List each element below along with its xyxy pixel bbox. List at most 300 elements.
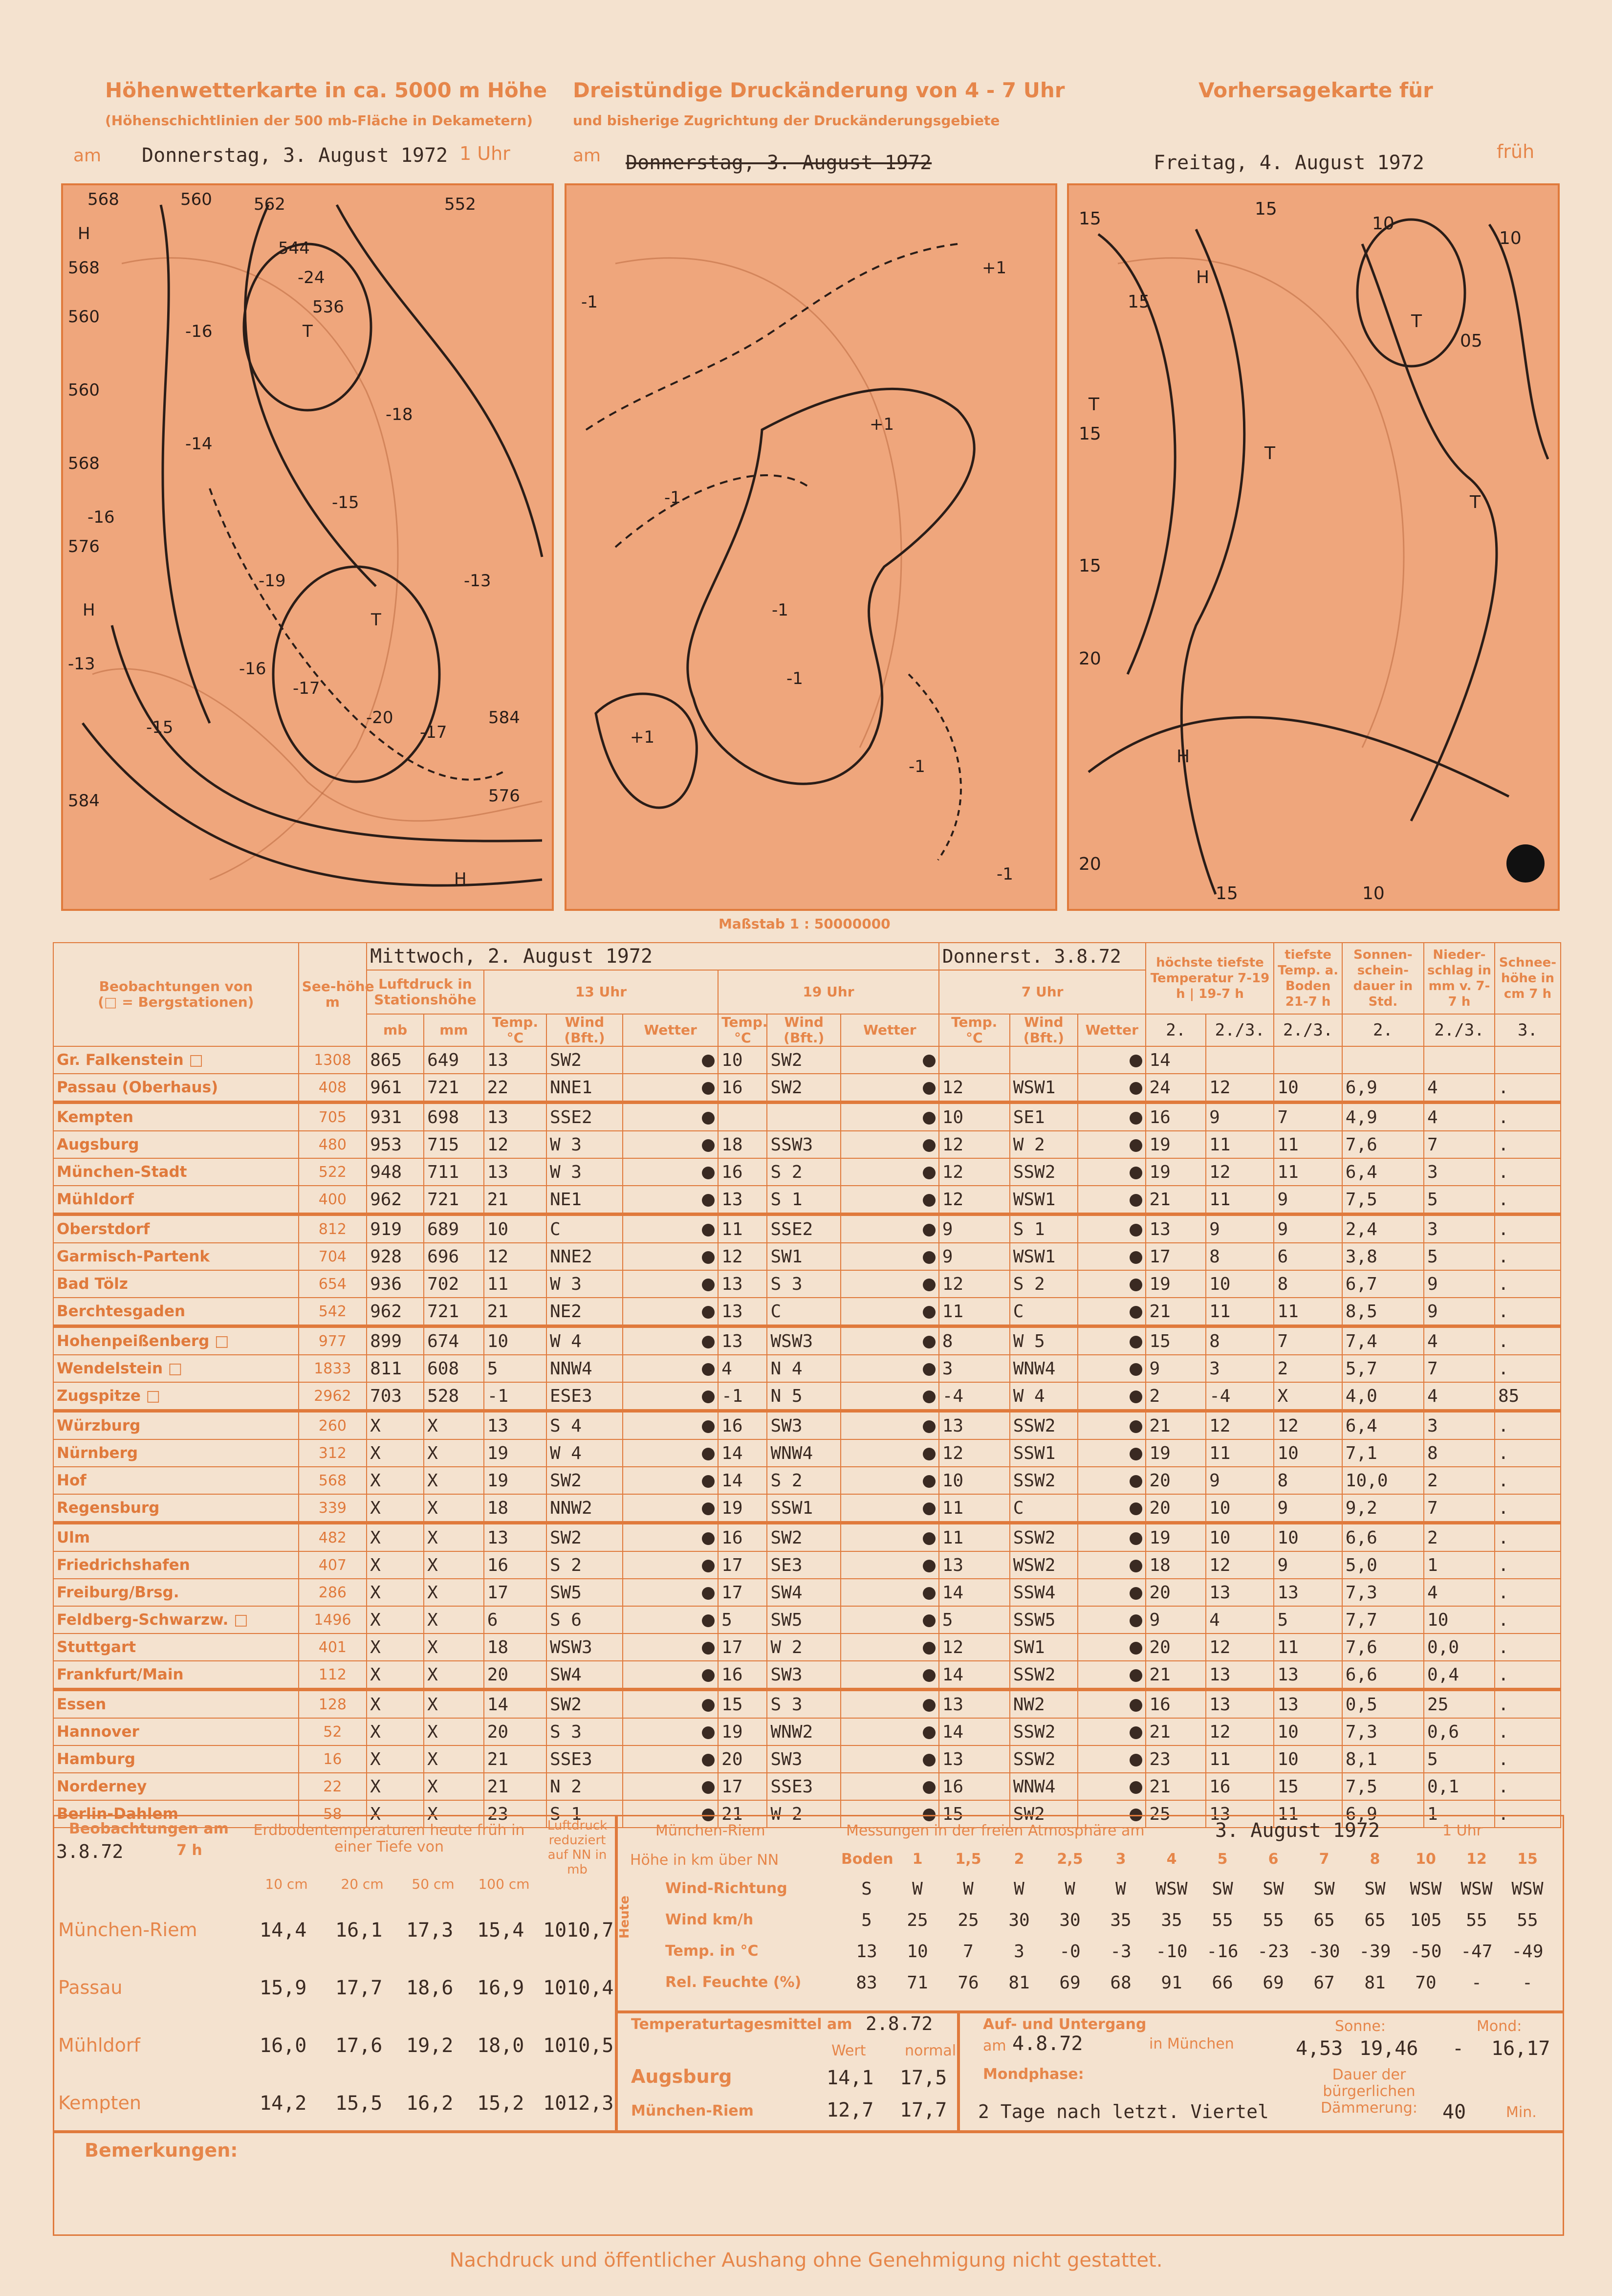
weather-symbol-icon (923, 1669, 936, 1682)
temp-13: 14 (484, 1690, 546, 1719)
aloft-value: 55 (1466, 1910, 1487, 1930)
th-tboden: tiefste Temp. a. Boden 21-7 h (1274, 943, 1342, 1014)
wind-13: SSE2 (546, 1103, 623, 1131)
weather-13 (623, 1243, 718, 1270)
map3-label: 10 (1499, 228, 1522, 248)
aloft-value: 10 (907, 1942, 928, 1962)
weather-19 (841, 1103, 939, 1131)
temp-13: 10 (484, 1214, 546, 1243)
station-row (53, 1074, 1561, 1103)
weather-symbol-icon (702, 1194, 715, 1207)
weather-symbol-icon (1130, 1055, 1142, 1067)
wind-13: SW2 (546, 1046, 623, 1074)
wind-13: WSW3 (546, 1634, 623, 1661)
temp-7: 8 (939, 1326, 1010, 1355)
wind-7: SSW5 (1010, 1606, 1078, 1634)
weather-13 (623, 1661, 718, 1690)
weather-symbol-icon (1130, 1167, 1142, 1179)
th-d-tboden: 2./3. (1274, 1014, 1342, 1046)
soil-box (53, 1815, 618, 2133)
wind-7: WSW1 (1010, 1243, 1078, 1270)
soil-press-head: Luftdruck reduziert auf NN in mb (547, 1818, 608, 1877)
wind-19: SW3 (767, 1411, 841, 1440)
precip: 4 (1424, 1326, 1495, 1355)
aloft-value: WSW (1511, 1879, 1544, 1899)
station-height: 401 (299, 1634, 367, 1661)
weather-7 (1078, 1494, 1146, 1523)
wind-19: SW2 (767, 1074, 841, 1103)
weather-symbol-icon (702, 1669, 715, 1682)
station-height: 704 (299, 1243, 367, 1270)
pressure-mb: X (367, 1690, 424, 1719)
temp-min: 12 (1206, 1074, 1274, 1103)
weather-7 (1078, 1298, 1146, 1326)
wind-13: NNE1 (546, 1074, 623, 1103)
station-height: 58 (299, 1800, 367, 1828)
temp-max: 20 (1146, 1467, 1206, 1494)
temp-ground: 7 (1274, 1103, 1342, 1131)
weather-symbol-icon (1130, 1726, 1142, 1739)
aloft-value: 66 (1212, 1973, 1233, 1993)
weather-19 (841, 1411, 939, 1440)
map1-label: -19 (259, 571, 286, 591)
pressure-mm: 608 (424, 1355, 484, 1382)
precip: 4 (1424, 1103, 1495, 1131)
wind-13: W 4 (546, 1439, 623, 1467)
aloft-height: 2,5 (1057, 1851, 1083, 1868)
weather-symbol-icon (923, 1532, 936, 1545)
temp-13: 21 (484, 1186, 546, 1214)
weather-7 (1078, 1690, 1146, 1719)
temp-ground: 2 (1274, 1355, 1342, 1382)
weather-19 (841, 1046, 939, 1074)
map3-label: T (1264, 443, 1275, 464)
daemmer-value: 40 (1442, 2101, 1466, 2123)
th-beob-text: Beobachtungen von (99, 978, 253, 994)
weather-symbol-icon (1130, 1502, 1142, 1515)
observation-rows (53, 1046, 1561, 1828)
weather-symbol-icon (702, 1448, 715, 1460)
temp-min: 12 (1206, 1634, 1274, 1661)
map3-label: 10 (1372, 214, 1394, 234)
temp-19: 12 (718, 1243, 767, 1270)
station-row (53, 1606, 1561, 1634)
tm-row1-wert: 12,7 (827, 2099, 874, 2121)
soil-value: 14,2 (260, 2092, 307, 2115)
wind-7: SW2 (1010, 1800, 1078, 1828)
weather-symbol-icon (923, 1306, 936, 1319)
temp-19: 19 (718, 1718, 767, 1745)
station-name: Nürnberg (53, 1439, 299, 1467)
map1-label: H (454, 869, 467, 889)
snow: . (1495, 1214, 1561, 1243)
temp-max: 18 (1146, 1551, 1206, 1579)
weather-symbol-icon (923, 1642, 936, 1655)
aloft-value: 83 (856, 1973, 877, 1993)
station-row (53, 1523, 1561, 1552)
weather-13 (623, 1214, 718, 1243)
station-row (53, 1326, 1561, 1355)
pressure-mm: X (424, 1800, 484, 1828)
station-height: 482 (299, 1523, 367, 1552)
station-name: Würzburg (53, 1411, 299, 1440)
aloft-value: 35 (1161, 1910, 1182, 1930)
temp-max: 19 (1146, 1523, 1206, 1552)
precip: 4 (1424, 1579, 1495, 1606)
wind-13: S 3 (546, 1718, 623, 1745)
aloft-value: 35 (1110, 1910, 1132, 1930)
temp-7: 12 (939, 1270, 1010, 1298)
pressure-mm: 649 (424, 1046, 484, 1074)
aloft-row-label: Wind-Richtung (665, 1880, 787, 1897)
weather-symbol-icon (923, 1082, 936, 1095)
temp-13: 20 (484, 1661, 546, 1690)
temp-19: 5 (718, 1606, 767, 1634)
station-name: Zugspitze □ (53, 1382, 299, 1411)
temp-ground: 12 (1274, 1411, 1342, 1440)
temp-min: 12 (1206, 1718, 1274, 1745)
aloft-value: 65 (1364, 1910, 1386, 1930)
station-height: 128 (299, 1690, 367, 1719)
weather-symbol-icon (1130, 1363, 1142, 1376)
weather-symbol-icon (702, 1391, 715, 1403)
sunshine: 6,7 (1342, 1270, 1424, 1298)
moon-rise: - (1452, 2037, 1464, 2060)
wind-13: NNE2 (546, 1243, 623, 1270)
soil-value: 18,0 (477, 2034, 524, 2057)
map1-date: Donnerstag, 3. August 1972 (142, 144, 448, 167)
map1-label: -17 (420, 723, 447, 742)
temp-7: 14 (939, 1718, 1010, 1745)
wind-19: SE3 (767, 1551, 841, 1579)
soil-pressure: 1010,4 (543, 1977, 614, 1999)
snow: . (1495, 1745, 1561, 1773)
pressure-mb: X (367, 1467, 424, 1494)
station-height: 286 (299, 1579, 367, 1606)
map1-label: 584 (68, 791, 100, 811)
aloft-value: SW (1313, 1879, 1335, 1899)
moon-label: Mond: (1477, 2018, 1522, 2035)
weather-13 (623, 1186, 718, 1214)
temp-7: -4 (939, 1382, 1010, 1411)
weather-19 (841, 1131, 939, 1158)
soil-pressure: 1010,5 (543, 2034, 614, 2057)
weather-13 (623, 1494, 718, 1523)
station-name: Ulm (53, 1523, 299, 1552)
sunshine: 6,4 (1342, 1411, 1424, 1440)
snow: . (1495, 1606, 1561, 1634)
temp-19: 16 (718, 1158, 767, 1186)
station-height: 977 (299, 1326, 367, 1355)
pressure-mm: X (424, 1690, 484, 1719)
th-wetter13: Wetter (623, 1014, 718, 1046)
map1-label: 562 (254, 195, 285, 214)
snow: . (1495, 1634, 1561, 1661)
snow: . (1495, 1411, 1561, 1440)
temp-13: 20 (484, 1718, 546, 1745)
weather-symbol-icon (923, 1391, 936, 1403)
temp-ground: 11 (1274, 1298, 1342, 1326)
pressure-mm: X (424, 1773, 484, 1800)
pressure-mb: 928 (367, 1243, 424, 1270)
temp-min: 11 (1206, 1745, 1274, 1773)
map3-label: H (1196, 267, 1210, 287)
weather-13 (623, 1551, 718, 1579)
station-name: Berlin-Dahlem (53, 1800, 299, 1828)
aloft-title: Messungen in der freien Atmosphäre am (846, 1822, 1145, 1839)
sunshine: 7,1 (1342, 1439, 1424, 1467)
wind-19: S 2 (767, 1158, 841, 1186)
wind-13: NNW4 (546, 1355, 623, 1382)
aloft-value: 91 (1161, 1973, 1182, 1993)
sunshine: 2,4 (1342, 1214, 1424, 1243)
map1-time: 1 Uhr (459, 143, 510, 164)
temp-ground: 10 (1274, 1439, 1342, 1467)
snow: . (1495, 1326, 1561, 1355)
temp-19: 13 (718, 1270, 767, 1298)
sunshine: 7,3 (1342, 1718, 1424, 1745)
precip: 3 (1424, 1158, 1495, 1186)
temp-19: 21 (718, 1800, 767, 1828)
snow: . (1495, 1579, 1561, 1606)
temp-19: 14 (718, 1439, 767, 1467)
wind-19: S 3 (767, 1270, 841, 1298)
weather-symbol-icon (702, 1560, 715, 1572)
wind-13: NE2 (546, 1298, 623, 1326)
weather-13 (623, 1745, 718, 1773)
temp-7: 10 (939, 1103, 1010, 1131)
wind-19: S 2 (767, 1467, 841, 1494)
temp-13: 5 (484, 1355, 546, 1382)
weather-19 (841, 1074, 939, 1103)
aloft-value: -10 (1155, 1942, 1188, 1962)
wind-19: SW4 (767, 1579, 841, 1606)
weather-7 (1078, 1074, 1146, 1103)
weather-symbol-icon (702, 1699, 715, 1712)
pressure-mm: X (424, 1523, 484, 1552)
weather-symbol-icon (1130, 1420, 1142, 1433)
wind-13: SSE3 (546, 1745, 623, 1773)
station-row (53, 1494, 1561, 1523)
temp-ground: 9 (1274, 1186, 1342, 1214)
weather-symbol-icon (1130, 1139, 1142, 1152)
wind-13: S 4 (546, 1411, 623, 1440)
station-height: 480 (299, 1131, 367, 1158)
temp-min: 13 (1206, 1579, 1274, 1606)
soil-value: 15,4 (477, 1919, 524, 1942)
aloft-value: 81 (1008, 1973, 1030, 1993)
pressure-mm: X (424, 1606, 484, 1634)
weather-7 (1078, 1046, 1146, 1074)
temp-7: 12 (939, 1439, 1010, 1467)
pressure-mb: X (367, 1523, 424, 1552)
soil-col-header: 50 cm (412, 1876, 455, 1892)
sunshine: 4,0 (1342, 1382, 1424, 1411)
weather-symbol-icon (923, 1363, 936, 1376)
wind-19: WSW3 (767, 1326, 841, 1355)
temp-max: 21 (1146, 1298, 1206, 1326)
map1-label: 576 (488, 786, 520, 806)
temp-ground: 9 (1274, 1551, 1342, 1579)
aloft-value: S (861, 1879, 872, 1899)
station-height: 1833 (299, 1355, 367, 1382)
station-name: Wendelstein □ (53, 1355, 299, 1382)
aloft-value: 70 (1415, 1973, 1437, 1993)
soil-row-name: Passau (58, 1977, 123, 1998)
temp-ground: 11 (1274, 1634, 1342, 1661)
aloft-value: 55 (1263, 1910, 1284, 1930)
temp-19: 10 (718, 1046, 767, 1074)
weather-19 (841, 1551, 939, 1579)
snow: 85 (1495, 1382, 1561, 1411)
station-name: Essen (53, 1690, 299, 1719)
temp-max: 25 (1146, 1800, 1206, 1828)
precip: 7 (1424, 1494, 1495, 1523)
aloft-value: 105 (1410, 1910, 1442, 1930)
temp-ground: 8 (1274, 1270, 1342, 1298)
weather-symbol-icon (923, 1448, 936, 1460)
station-height: 112 (299, 1661, 367, 1690)
weather-13 (623, 1467, 718, 1494)
temp-max: 13 (1146, 1214, 1206, 1243)
aloft-height: 1 (912, 1851, 923, 1868)
snow: . (1495, 1773, 1561, 1800)
pressure-mm: X (424, 1494, 484, 1523)
aloft-row-label: Rel. Feuchte (%) (665, 1974, 802, 1991)
sunshine: 7,6 (1342, 1634, 1424, 1661)
weather-7 (1078, 1745, 1146, 1773)
temp-min (1206, 1046, 1274, 1074)
station-row (53, 1467, 1561, 1494)
wind-7: W 5 (1010, 1326, 1078, 1355)
map1-label: -24 (298, 268, 325, 287)
punch-hole (1506, 844, 1545, 883)
map1-subtitle: (Höhenschichtlinien der 500 mb-Fläche in Dekametern) (105, 112, 533, 129)
wind-7: C (1010, 1298, 1078, 1326)
aloft-row-label: Temp. in °C (665, 1943, 759, 1960)
th-t7: 7 Uhr (939, 970, 1146, 1014)
tm-row0-normal: 17,5 (900, 2067, 947, 2089)
aloft-value: WSW (1410, 1879, 1442, 1899)
aloft-value: -49 (1511, 1942, 1544, 1962)
station-row (53, 1634, 1561, 1661)
tm-row1-name: München-Riem (631, 2102, 754, 2119)
pressure-mm: 711 (424, 1158, 484, 1186)
temp-19: 4 (718, 1355, 767, 1382)
aloft-value: 81 (1364, 1973, 1386, 1993)
map1-label: -14 (185, 434, 213, 454)
soil-row-name: Mühldorf (58, 2034, 140, 2056)
pressure-mb: X (367, 1718, 424, 1745)
weather-13 (623, 1046, 718, 1074)
snow: . (1495, 1298, 1561, 1326)
temp-min: 9 (1206, 1214, 1274, 1243)
station-height: 312 (299, 1439, 367, 1467)
pressure-mb: X (367, 1773, 424, 1800)
weather-19 (841, 1661, 939, 1690)
weather-symbol-icon (923, 1726, 936, 1739)
weather-19 (841, 1298, 939, 1326)
snow: . (1495, 1718, 1561, 1745)
temp-13: 17 (484, 1579, 546, 1606)
temp-max: 20 (1146, 1634, 1206, 1661)
map1-label: -18 (386, 405, 413, 424)
temp-7: 13 (939, 1551, 1010, 1579)
pressure-mb: 899 (367, 1326, 424, 1355)
weather-19 (841, 1634, 939, 1661)
temp-19: 13 (718, 1186, 767, 1214)
weather-symbol-icon (702, 1167, 715, 1179)
wind-19 (767, 1103, 841, 1131)
sunshine: 7,3 (1342, 1579, 1424, 1606)
precip: 9 (1424, 1270, 1495, 1298)
temp-ground: 7 (1274, 1326, 1342, 1355)
precip: 7 (1424, 1355, 1495, 1382)
weather-symbol-icon (702, 1614, 715, 1627)
temp-ground: 11 (1274, 1131, 1342, 1158)
precip (1424, 1046, 1495, 1074)
aloft-value: WSW (1155, 1879, 1188, 1899)
temp-min: 8 (1206, 1243, 1274, 1270)
map2-am: am (573, 146, 601, 166)
remarks-box (53, 2130, 1564, 2236)
snow: . (1495, 1158, 1561, 1186)
wind-19: SW1 (767, 1243, 841, 1270)
station-row (53, 1411, 1561, 1440)
temp-7: 10 (939, 1467, 1010, 1494)
weather-7 (1078, 1523, 1146, 1552)
moon-set: 16,17 (1491, 2037, 1550, 2060)
aloft-value: 55 (1517, 1910, 1538, 1930)
station-row (53, 1186, 1561, 1214)
wind-13: W 4 (546, 1326, 623, 1355)
temp-13: 16 (484, 1551, 546, 1579)
map1-label: -16 (185, 322, 213, 341)
wind-19: SSE2 (767, 1214, 841, 1243)
map-forecast (1067, 183, 1560, 911)
pressure-mb: X (367, 1579, 424, 1606)
weather-symbol-icon (1130, 1614, 1142, 1627)
temp-ground: 8 (1274, 1467, 1342, 1494)
map1-label: T (303, 322, 313, 341)
wind-7: WNW4 (1010, 1355, 1078, 1382)
weather-symbol-icon (923, 1194, 936, 1207)
pressure-mb: 811 (367, 1355, 424, 1382)
observation-table (53, 942, 1561, 1828)
pressure-mm: 698 (424, 1103, 484, 1131)
temp-13: 12 (484, 1131, 546, 1158)
wind-13: N 2 (546, 1773, 623, 1800)
weather-symbol-icon (1130, 1560, 1142, 1572)
tm-date: 2.8.72 (866, 2013, 933, 2034)
weather-7 (1078, 1661, 1146, 1690)
tm-row0-wert: 14,1 (827, 2067, 874, 2089)
temp-7: 11 (939, 1494, 1010, 1523)
weather-7 (1078, 1355, 1146, 1382)
wind-13: S 1 (546, 1800, 623, 1828)
aloft-value: 5 (861, 1910, 872, 1930)
precip: 9 (1424, 1298, 1495, 1326)
weather-19 (841, 1214, 939, 1243)
aloft-value: 7 (963, 1942, 974, 1962)
temp-19: 17 (718, 1773, 767, 1800)
temp-max: 19 (1146, 1439, 1206, 1467)
weather-7 (1078, 1131, 1146, 1158)
temp-19: -1 (718, 1382, 767, 1411)
aloft-value: W (963, 1879, 974, 1899)
temp-19: 15 (718, 1690, 767, 1719)
aloft-station: München-Riem (655, 1822, 765, 1839)
